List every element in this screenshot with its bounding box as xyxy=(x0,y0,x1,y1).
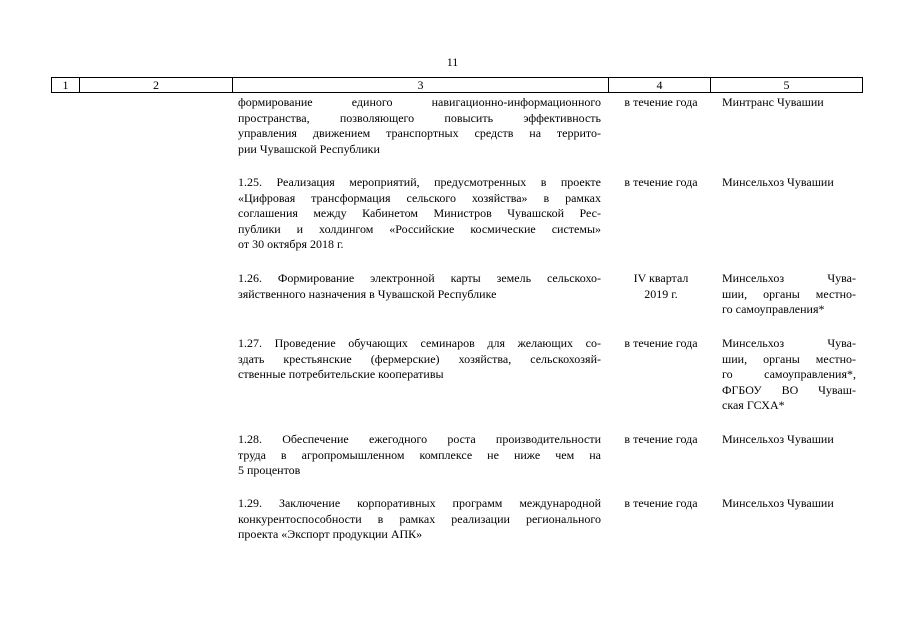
text-line: от 30 октября 2018 г. xyxy=(238,237,344,251)
text-line: «Цифровая трансформация сельского хозяйства» в рамках xyxy=(238,190,601,205)
measure-text xyxy=(238,432,601,479)
responsible-cell xyxy=(722,175,856,191)
period-line: в течение года xyxy=(624,95,698,109)
responsible-line: шии, органы местно- xyxy=(722,286,856,301)
text-line: конкурентоспособности в рамках реализации регионального xyxy=(238,511,601,526)
column-header-4: 4 xyxy=(608,78,710,92)
column-header-3: 3 xyxy=(232,78,608,92)
responsible-cell xyxy=(722,271,856,318)
period-line: в течение года xyxy=(624,432,698,446)
responsible-line: Минсельхоз Чува- xyxy=(722,336,856,350)
table-header xyxy=(51,77,863,93)
responsible-line: Минсельхоз Чувашии xyxy=(722,432,834,446)
text-line: управления движением транспортных средств на террито- xyxy=(238,126,601,140)
text-line: рии Чувашской Республики xyxy=(238,141,380,156)
text-line: пространства, позволяющего повысить эффективность xyxy=(238,110,601,125)
page-number: 11 xyxy=(446,55,459,69)
responsible-line: го самоуправления* xyxy=(722,302,825,316)
period-cell xyxy=(608,336,714,352)
measure-text xyxy=(238,496,601,543)
responsible-line: шии, органы местно- xyxy=(722,351,856,366)
period-line: IV квартал xyxy=(633,271,689,285)
text-line: 5 процентов xyxy=(238,463,301,477)
period-cell xyxy=(608,496,714,512)
text-line: публики и холдингом «Российские космические системы» xyxy=(238,221,601,236)
measure-text xyxy=(238,95,601,157)
period-line: в течение года xyxy=(624,336,698,350)
measure-text xyxy=(238,271,601,302)
period-line: в течение года xyxy=(624,175,698,189)
period-cell xyxy=(608,432,714,448)
text-line: труда в агропромышленном комплексе не ниже чем на xyxy=(238,447,601,462)
text-line: ственные потребительские кооперативы xyxy=(238,367,444,381)
text-line: формирование единого навигационно-информационного xyxy=(238,95,601,109)
responsible-cell xyxy=(722,95,856,111)
responsible-cell xyxy=(722,336,856,414)
text-line: проекта «Экспорт продукции АПК» xyxy=(238,527,423,541)
responsible-cell xyxy=(722,496,856,512)
text-line: 1.26. Формирование электронной карты земель сельскохо- xyxy=(238,271,601,285)
period-cell xyxy=(608,175,714,191)
text-line: 1.25. Реализация мероприятий, предусмотренных в проекте xyxy=(238,175,601,189)
responsible-line: Минсельхоз Чува- xyxy=(722,271,856,285)
text-line: здать крестьянские (фермерские) хозяйства, сельскохозяй- xyxy=(238,351,601,366)
responsible-line: ская ГСХА* xyxy=(722,398,785,412)
column-header-5: 5 xyxy=(710,78,863,92)
text-line: 1.28. Обеспечение ежегодного роста производительности xyxy=(238,432,601,446)
measure-text xyxy=(238,175,601,253)
responsible-cell xyxy=(722,432,856,448)
responsible-line: Минсельхоз Чувашии xyxy=(722,175,834,189)
period-cell xyxy=(608,271,714,302)
period-cell xyxy=(608,95,714,111)
period-line: 2019 г. xyxy=(644,286,678,301)
responsible-line: го самоуправления*, xyxy=(722,367,856,381)
text-line: 1.27. Проведение обучающих семинаров для желающих со- xyxy=(238,336,601,350)
period-line: в течение года xyxy=(624,496,698,510)
responsible-line: Минтранс Чувашии xyxy=(722,95,824,109)
text-line: соглашения между Кабинетом Министров Чувашской Рес- xyxy=(238,206,601,220)
responsible-line: Минсельхоз Чувашии xyxy=(722,496,834,510)
measure-text xyxy=(238,336,601,383)
text-line: зяйственного назначения в Чувашской Республике xyxy=(238,286,497,301)
responsible-line: ФГБОУ ВО Чуваш- xyxy=(722,382,856,397)
column-header-1: 1 xyxy=(51,78,79,92)
column-header-2: 2 xyxy=(79,78,232,92)
text-line: 1.29. Заключение корпоративных программ международной xyxy=(238,496,601,510)
